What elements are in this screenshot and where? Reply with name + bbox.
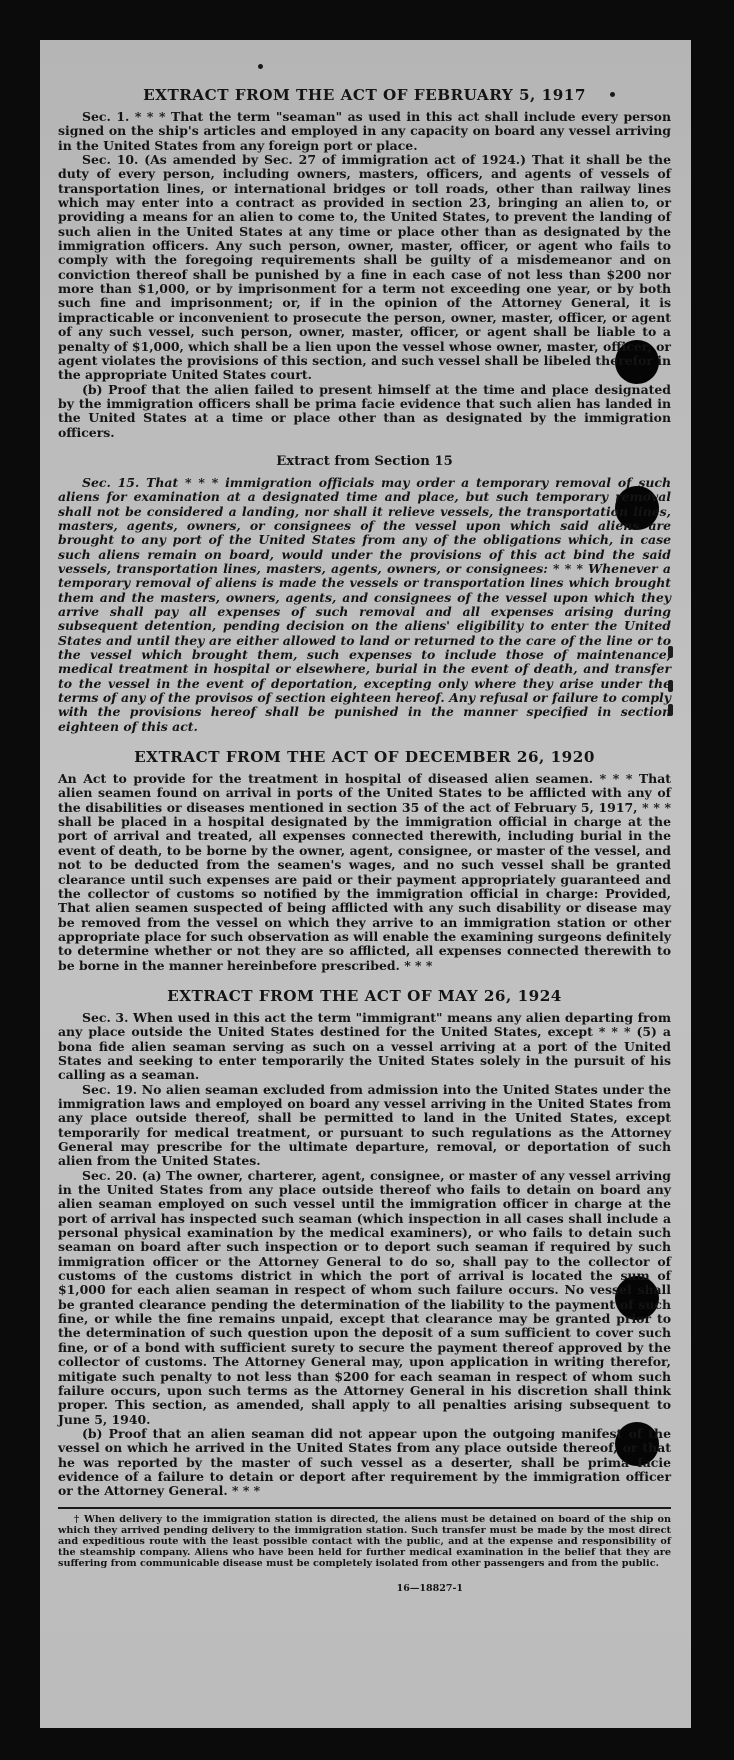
document-body [58, 86, 671, 1594]
paragraph-sec-10-b: (b) Proof that the alien failed to present himself at the time and place designated by the immigration officers shall be prima facie evidence that such alien has landed in the United States at a time or place other than as designated by the immigration officers. [58, 381, 671, 440]
section-extract-15 [58, 454, 671, 734]
paragraph-sec-1: Sec. 1. * * * That the term "seaman" as used in this act shall include every person signed on the ship's articles and employed in any capacity on board any vessel arriving in the United States from any foreign port or place. [58, 109, 671, 153]
paragraph-sec-15: Sec. 15. That * * * immigration officials may order a temporary removal of such aliens for examination at a designated time and place, but such temporary removal shall not be considered a landing, nor shall it relieve vessels, the transportation lines, masters, agents, owners, or consignees of the vessel upon which said aliens are brought to any port of the United States from any of the obligations which, in case such aliens remain on board, would under the provisions of this act bind the said vessels, transportation lines, masters, agents, owners, or consignees: * * * Whenever a temporary removal of aliens is made the vessels or transportation lines which brought them and the masters, owners, agents, and consignees of the vessel upon which they arrive shall pay all expenses of such removal and all expenses arising during subsequent detention, pending decision on the aliens' eligibility to enter the United States and until they are either allowed to land or returned to the care of the line or to the vessel which brought them, such expenses to include those of maintenance, medical treatment in hospital or elsewhere, burial in the event of death, and transfer to the vessel in the event of deportation, excepting only where they arise under the terms of any of the provisos of section eighteen hereof. Any refusal or failure to comply with the provisions hereof shall be punished in the manner specified in section eighteen of this act. [58, 474, 671, 734]
section-heading: Extract from Section 15 [276, 453, 453, 469]
footnote-divider [58, 1507, 671, 1509]
paragraph-sec-20-b: (b) Proof that an alien seaman did not appear upon the outgoing manifest of the vessel on which he arrived in the United States from any place outside thereof, or that he was reported by the master of such vessel as a deserter, shall be prima facie evidence of a failure to detain or deport after requirement by the immigration officer or the Attorney General. * * * [58, 1425, 671, 1499]
section-heading: EXTRACT FROM THE ACT OF DECEMBER 26, 1920 [134, 748, 595, 767]
section-heading: EXTRACT FROM THE ACT OF FEBRUARY 5, 1917 [143, 86, 586, 104]
section-act-1917 [58, 86, 671, 440]
section-act-1920 [58, 748, 671, 973]
paragraph-sec-19: Sec. 19. No alien seaman excluded from admission into the United States under the immigration laws and employed on board any vessel arriving in the United States from any place outside thereof, shall be permitted to land in the United States, except temporarily for medical treatment, or pursuant to such regulations as the Attorney General may prescribe for the ultimate departure, removal, or deportation of such alien from the United States. [58, 1081, 671, 1169]
paragraph-sec-3: Sec. 3. When used in this act the term "immigrant" means any alien departing from any place outside the United States destined for the United States, except * * * (5) a bona fide alien seaman serving as such on a vessel arriving at a port of the United States and seeking to enter temporarily the United States solely in the pursuit of his calling as a seaman. [58, 1009, 671, 1083]
section-act-1924 [58, 987, 671, 1499]
form-number: 16—18827-1 [396, 1583, 463, 1595]
stray-dot [258, 64, 263, 69]
paragraph-act-1920: An Act to provide for the treatment in hospital of diseased alien seamen. * * * That alien seamen found on arrival in ports of the United States to be afflicted with any of the disabilities or diseases mentioned in section 35 of the act of February 5, 1917, * * * shall be placed in a hospital designated by the immigration official in charge at the port of arrival and treated, all expenses connected therewith, including burial in the event of death, to be borne by the owner, agent, consignee, or master of the vessel, and not to be deducted from the seamen's wages, and no such vessel shall be granted clearance until such expenses are paid or their payment appropriately guaranteed and the collector of customs so notified by the immigration official in charge: Provided, That alien seamen suspected of being afflicted with any such disability or disease may be removed from the vessel on which they arrive to an immigration station or other appropriate place for such observation as will enable the examining surgeons definitely to determine whether or not they are so afflicted, all expenses connected therewith to be borne in the manner hereinbefore prescribed. * * * [58, 771, 671, 973]
document-page [40, 40, 691, 1728]
footnote: † When delivery to the immigration station is directed, the aliens must be detained on board of the ship on which they arrived pending delivery to the immigration station. Such transfer must be made by the most direct and expeditious route with the least possible contact with the public, and at the expense and responsibility of the steamship company. Aliens who have been held for further medical examination in the belief that they are suffering from communicable disease must be completely isolated from other passengers and from the public. [58, 1513, 671, 1569]
section-heading: EXTRACT FROM THE ACT OF MAY 26, 1924 [167, 986, 562, 1005]
paragraph-sec-10: Sec. 10. (As amended by Sec. 27 of immigration act of 1924.) That it shall be the duty of every person, including owners, masters, officers, and agents of vessels of transportation lines, or international bridges or toll roads, other than railway lines which may enter into a contract as provided in section 23, bringing an alien to, or providing a means for an alien to come to, the United States, to prevent the landing of such alien in the United States at any time or place other than as designated by the immigration officers. Any such person, owner, master, officer, or agent who fails to comply with the foregoing requirements shall be guilty of a misdemeanor and on conviction thereof shall be punished by a fine in each case of not less than $200 nor more than $1,000, or by imprisonment for a term not exceeding one year, or by both such fine and imprisonment; or, if in the opinion of the Attorney General, it is impracticable or inconvenient to prosecute the person, owner, master, officer, or agent of any such vessel, such person, owner, master, officer, or agent shall be liable to a penalty of $1,000, which shall be a lien upon the vessel whose owner, master, officer, or agent violates the provisions of this section, and such vessel shall be libeled therefor in the appropriate United States court. [58, 152, 671, 383]
paragraph-sec-20-a: Sec. 20. (a) The owner, charterer, agent, consignee, or master of any vessel arriving in the United States from any place outside thereof who fails to detain on board any alien seaman employed on such vessel until the immigration officer in charge at the port of arrival has inspected such seaman (which inspection in all cases shall include a personal physical examination by the medical examiners), or who fails to detain such seaman on board after such inspection or to deport such seaman if required by such immigration officer or the Attorney General to do so, shall pay to the collector of customs of the customs district in which the port of arrival is located the sum of $1,000 for each alien seaman in respect of whom such failure occurs. No vessel shall be granted clearance pending the determination of the liability to the payment of such fine, or while the fine remains unpaid, except that clearance may be granted prior to the determination of such question upon the deposit of a sum sufficient to cover such fine, or of a bond with sufficient surety to secure the payment thereof approved by the collector of customs. The Attorney General may, upon application in writing therefor, mitigate such penalty to not less than $200 for each seaman in respect of whom such failure occurs, upon such terms as the Attorney General in his discretion shall think proper. This section, as amended, shall apply to all penalties arising subsequent to June 5, 1940. [58, 1167, 671, 1427]
